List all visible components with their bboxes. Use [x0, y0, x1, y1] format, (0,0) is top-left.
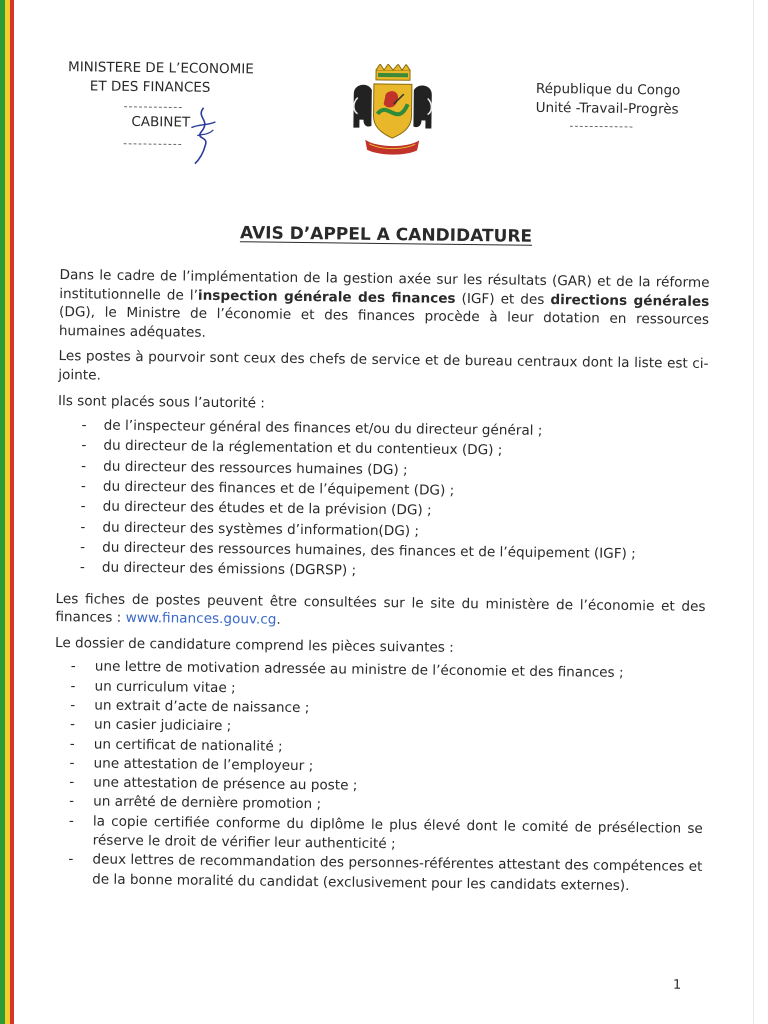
cabinet-dashes-bottom: ------------	[123, 136, 183, 151]
page-edge	[753, 0, 754, 1024]
pieces-list	[52, 657, 705, 896]
intro-text-3: (DG), le Ministre de l’économie et des finances procède à leur dotation en ressources humaines adéquates.	[58, 304, 710, 341]
list-item: - du directeur des émissions (DGRSP) ;	[56, 557, 706, 585]
ministry-line1: MINISTERE DE L’ECONOMIE	[67, 59, 254, 78]
list-item: - la copie certifiée conforme du diplôme le plus élevé dont le comité de présélection se réserve le droit de vérifier leur authenticité ;	[53, 812, 703, 859]
intro-bold-dg: directions générales	[550, 291, 710, 310]
list-item: - du directeur des systèmes d’information(DG) ;	[56, 517, 706, 545]
fiches-paragraph	[55, 590, 705, 635]
ministry-line2: ET DES FINANCES	[89, 78, 211, 96]
finances-website-link[interactable]: www.finances.gouv.cg	[125, 609, 277, 628]
ministry-header	[68, 58, 278, 99]
list-item: - un arrêté de dernière promotion ;	[53, 792, 703, 819]
fiches-text: Les fiches de postes peuvent être consultées sur le site du ministère de l’économie et des finances :	[55, 590, 706, 626]
congo-coat-of-arms-icon	[347, 64, 438, 157]
signature-icon	[185, 106, 222, 166]
list-item: - un casier judiciaire ;	[54, 715, 704, 742]
page-number: 1	[672, 977, 682, 993]
intro-bold-igf: inspection générale des finances	[197, 287, 456, 307]
flag-stripe-red	[10, 0, 14, 1024]
flag-stripes	[0, 0, 14, 1024]
postes-paragraph: Les postes à pourvoir sont ceux des chefs de service et de bureau centraux dont la liste est ci-jointe.	[58, 348, 709, 384]
list-item: - une attestation de l’employeur ;	[53, 754, 703, 781]
republic-dashes: -------------	[569, 119, 635, 134]
intro-paragraph	[59, 266, 710, 348]
list-item: - du directeur de la réglementation et du contentieux (DG) ;	[57, 435, 707, 463]
document-body	[52, 266, 710, 897]
document-page	[17, 0, 749, 1014]
autorites-list	[56, 415, 708, 585]
list-item: - deux lettres de recommandation des personnes-référentes attestant des compétences et de la bonne moralité du candidat (exclusivement pour les candidats externes).	[52, 850, 702, 897]
list-item: - une attestation de présence au poste ;	[53, 773, 703, 800]
list-item: - du directeur des ressources humaines, des finances et de l’équipement (IGF) ;	[56, 537, 706, 565]
list-item: - un extrait d’acte de naissance ;	[54, 696, 704, 723]
national-motto: Unité -Travail-Progrès	[535, 99, 679, 118]
list-item: - du directeur des études et de la prévision (DG) ;	[57, 496, 707, 524]
document-title: AVIS D’APPEL A CANDIDATURE	[239, 223, 533, 247]
dossier-intro: Le dossier de candidature comprend les pièces suivantes :	[54, 634, 454, 656]
list-item: - du directeur des finances et de l’équipement (DG) ;	[57, 476, 707, 504]
intro-text-2: (IGF) et des	[455, 290, 551, 308]
fiches-end: .	[276, 611, 281, 628]
cabinet-dashes-top: ------------	[123, 99, 184, 114]
cabinet-label: CABINET	[131, 113, 191, 131]
autorite-intro: Ils sont placés sous l’autorité :	[57, 392, 266, 412]
list-item: - du directeur des ressources humaines (DG) ;	[57, 456, 707, 484]
list-item: - une lettre de motivation adressée au ministre de l’économie et des finances ;	[55, 657, 705, 684]
republic-name: République du Congo	[535, 80, 681, 99]
list-item: - un certificat de nationalité ;	[54, 734, 704, 761]
list-item: - un curriculum vitae ;	[54, 677, 704, 704]
list-item: - de l’inspecteur général des finances et/ou du directeur général ;	[58, 415, 708, 443]
republic-header	[536, 80, 716, 120]
intro-text-1: Dans le cadre de l’implémentation de la gestion axée sur les résultats (GAR) et de la réforme institutionnelle de l’	[59, 267, 710, 304]
